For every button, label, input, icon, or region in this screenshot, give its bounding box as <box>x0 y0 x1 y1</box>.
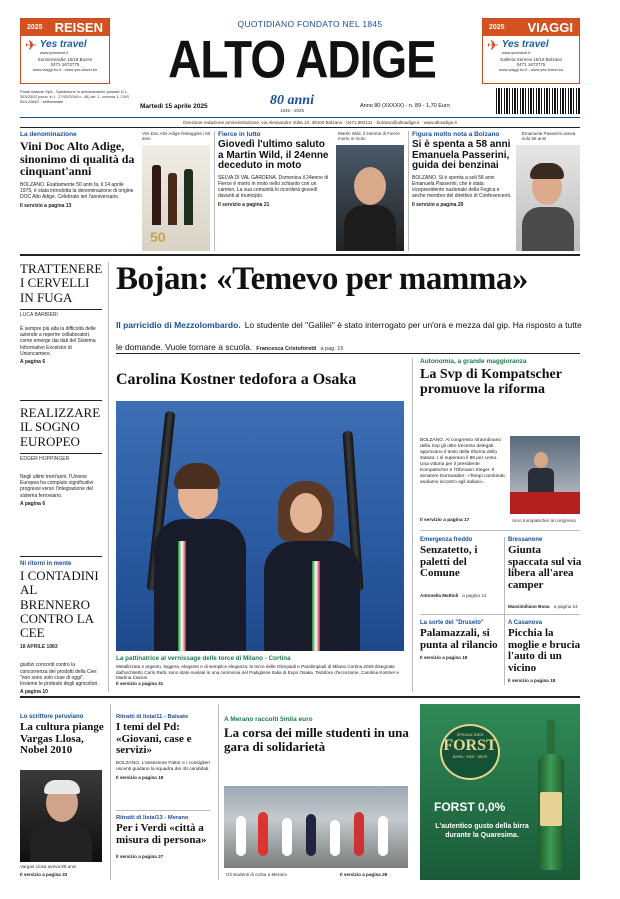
svp-story[interactable]: Autonomia, a grande maggioranza La Svp di Kompatscher promuove la riforma <box>420 358 562 397</box>
masthead-tagline: QUOTIDIANO FONDATO NEL 1845 <box>237 19 383 29</box>
passerini-photo <box>516 145 580 251</box>
ad-viaggi-header: 2025 VIAGGI <box>483 19 579 36</box>
vargas-photo <box>20 770 102 862</box>
masthead-title: ALTO ADIGE <box>168 29 436 88</box>
ad-viaggi[interactable]: 2025 VIAGGI ✈ Yes travel www.yestravel.it Galleria Sernesi 15/18 Bolzano 0471 1673775 www.viaggi.bz.it - www.yes-travel.eu <box>482 18 580 84</box>
grid-story-palamazzali[interactable]: La sorte del "Druseto" Palamazzali, si punta al rilancio Il servizio a pagina 18 <box>420 620 498 661</box>
palm-tree-icon: ✈ <box>487 39 499 54</box>
top-story-vini[interactable]: La denominazione Vini Doc Alto Adige, sinonimo di qualità da cinquant'anni BOLZANO. Esattamente 50 anni fa, il 14 aprile 1975, è stata introdotta la denominazione di origine DOC Alto Adige. Celebrato ieri l'anniversario. Il servizio a pagina 13 Vini Doc Alto Adige festeggiati i 50 anni 50 <box>20 131 210 251</box>
kostner-headline[interactable]: Carolina Kostner tedofora a Osaka <box>116 371 357 388</box>
address-line: Direzione redazione amministrazione: via Alessandro Volta 13, 39100 Bolzano · 0471.904111 · bolzano@altoadige.it · www.altoadige.it <box>183 120 457 125</box>
vargas-caption: Vargas Llosa aveva 89 anni <box>20 864 77 869</box>
issue-edition: Anno 80 (XXXXX) - n. 89 - 1,70 Euro <box>360 103 450 109</box>
top-story-wild[interactable]: Fierce in lutto Giovedì l'ultimo saluto a Martin Wild, il 24enne deceduto in moto SELVA DI VAL GARDENA. Domenica il 24enne di Fierce è morto in moto nello schianto con un camion. La sua comunità lo ricorderà giovedì davanti al municipio. Il servizio a pagina 21 Martin Wild, il 24enne di Fierce morto in moto <box>218 131 404 251</box>
svp-ref: Il servizio a pagina 17 <box>420 518 470 523</box>
merano-story[interactable]: A Merano raccolti 5mila euro La corsa dei mille studenti in una gara di solidarietà <box>224 716 409 754</box>
ad-reisen[interactable]: 2025 REISEN ✈ Yes travel www.yestravel.it Sonnenstraße 15/18 Bozen 0471 1673775 www.viaggi.bz.it - www.yes-travel.eu <box>20 18 110 84</box>
barcode <box>496 88 580 114</box>
anniversary-badge: 80 anni 1945 - 2025 <box>270 93 314 113</box>
grid-story-camper[interactable]: Bressanone Giunta spaccata sul via libera all'area camper Massimiliano Bona a pagina 24 <box>508 537 582 610</box>
grid-story-senzatetto[interactable]: Emergenza freddo Senzatetto, i paletti del Comune Antonella Mattioli a pagina 14 <box>420 537 487 598</box>
forst-badge: SPEZIAL BIER FORST BIRRA · BIER · BEER <box>440 724 500 780</box>
postal-fineprint: Poste italiane SpA - Spedizione in abbonamento postale D.L. 353/2003 (conv. in L. 27/02/2004 n. 46) art. 1, comma 1, CNS BOLZANO - settimanale <box>20 89 130 104</box>
ad-reisen-header: 2025 REISEN <box>21 19 109 36</box>
pd-story[interactable]: Ritratti di lista/11 - Balsate I temi del Pd: «Giovani, case e servizi» BOLZANO. L'assessore Fattor e i consiglieri uscenti guidano la squadra dei 48 candidati. Il servizio a pagina 18 <box>116 714 210 780</box>
vargas-story[interactable]: Lo scrittore peruviano La cultura piange Vargas Llosa, Nobel 2010 <box>20 714 104 757</box>
opinion-cervelli[interactable]: TRATTENERE I CERVELLI IN FUGA LUCA BARBIERI È sempre più alta la difficoltà delle aziende a reperire collaboratori, come emerge dai dati del Sistema Informativo Excelsior di Unioncamere. A pagina 6 <box>20 261 103 366</box>
top-story-passerini[interactable]: Figura molto nota a Bolzano Si è spenta a 58 anni Emanuela Passerini, guida dei benzinai BOLZANO. Si è spenta a soli 58 anni Emanuela Passerini, che è stata vicepresidente nazionale della Fegica e anche membro del direttivo di Confesercenti. Il servizio a pagina 20 Emanuela Passerini aveva solo 58 anni <box>412 131 580 251</box>
merano-run-photo <box>224 786 408 868</box>
kostner-caption[interactable]: La pattinatrice al vernissage delle torce di Milano - Cortina Metallizzata e argento, leggera, elegante e di semplice eleganza: le torce delle Olimpiadi e Paralimpiadi di Milano Cortina 2026 disegnate dall'architetto Carlo Ratti, sono state svelate in una cerimonia nel Padiglione Italia di Expo Osaka. Tedofore d'eccezione, Carolina Kostner e Martina Caironi Il servizio a pagina 31 <box>116 655 400 687</box>
kostner-photo <box>116 401 404 651</box>
svp-caption: Arno Kompatscher al congresso <box>512 518 577 523</box>
forst-ad[interactable]: SPEZIAL BIER FORST BIRRA · BIER · BEER FORST 0,0% L'autentico gusto della birra durante la Quaresima. <box>420 704 580 880</box>
history-contadini[interactable]: Ni ritorni in mente I CONTADINI AL BRENNERO CONTRO LA CEE 18 APRILE 1983 giudizi concordi contro la concorrenza dei prodotti della Cee: "non sono solo cose di oggi". Insieme le proteste degli agricoltori. A pagina 10 <box>20 561 99 696</box>
beer-bottle <box>538 720 564 870</box>
verdi-story[interactable]: Ritratti di lista/13 - Merano Per i Verdi «città a misura di persona» Il servizio a pagina 27 <box>116 815 207 860</box>
wine-photo: 50 <box>142 145 210 251</box>
palm-tree-icon: ✈ <box>25 39 37 54</box>
lead-summary[interactable]: Il parricidio di Mezzolombardo. Lo studente del "Galilei" è stato interrogato per un'ora e mezza dal gip. Ha risposto a tutte le domande. Vuole tornare a scuola. Francesca Cristoforetti a pag. 15 <box>116 320 582 352</box>
merano-caption: Gli studenti di corsa a Merano <box>226 872 288 877</box>
opinion-europa[interactable]: REALIZZARE IL SOGNO EUROPEO EDGER HOPPINGER Negli ultimi trent'anni, l'Unione Europea ha compiuto significativi progressi verso l'integrazione del sistema ferroviario. A pagina 6 <box>20 405 101 507</box>
svp-congress-photo <box>510 436 580 514</box>
svp-body: BOLZANO. Al congresso straordinario della Svp gli oltre trecento delegati approvano il testo della riforma dello statuto. I sì superano il 98 per cento. Una vittoria per il presidente Kompatscher e l'Obmann Steger. Il senatore Durnwalder: «Tempi combinati, andiamo incontro agli italiani». <box>420 438 506 485</box>
merano-ref: Il servizio a pagina 28 <box>340 872 388 877</box>
martin-wild-photo <box>336 145 404 251</box>
grid-story-casanova[interactable]: A Casanova Picchia la moglie e brucia l'auto di un vicino Il servizio a pagina 18 <box>508 620 581 684</box>
vargas-ref: Il servizio a pagina 33 <box>20 872 68 877</box>
lead-headline[interactable]: Bojan: «Temevo per mamma» <box>116 262 528 297</box>
issue-date: Martedì 15 aprile 2025 <box>140 103 208 110</box>
